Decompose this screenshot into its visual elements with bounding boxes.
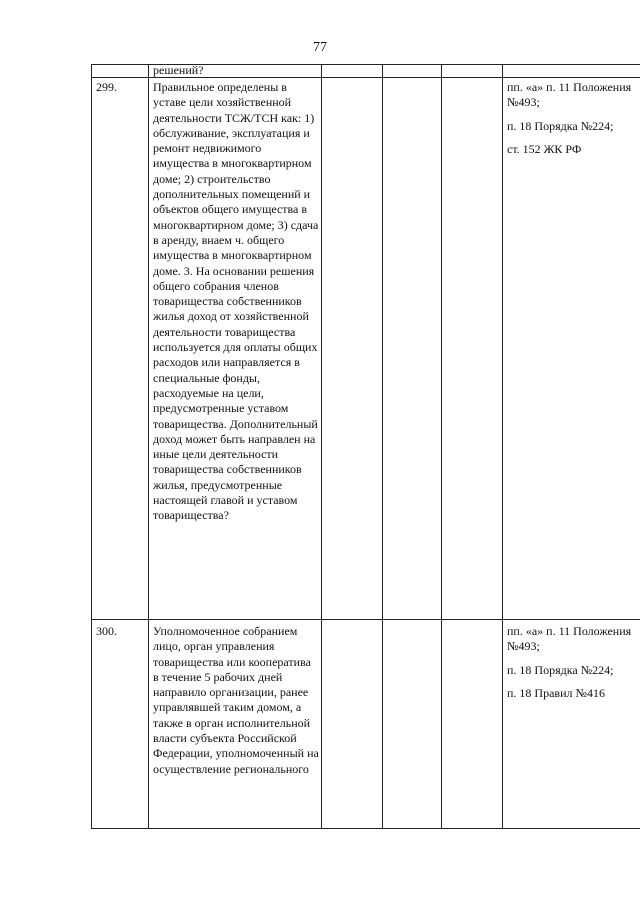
page-number: 77 <box>313 40 327 55</box>
answer-yes-cell <box>322 65 383 78</box>
question-text: Правильное определены в уставе цели хозяйственной деятельности ТСЖ/ТСН как: 1) обслуживание, эксплуатация и ремонт недвижимого имущества в многоквартирном доме; 2) строительство дополнительных помещений и объектов общего имущества в многоквартирном доме; 3) сдача в аренду, внаем ч. общего имущества в многоквартирном доме. 3. На основании решения общего собрания членов товарищества собственников жилья доход от хозяйственной деятельности товарищества используется для оплаты общих расходов или направляется в специальные фонды, расходуемые на цели, предусмотренные уставом товарищества. Дополнительный доход может быть направлен на иные цели деятельности товарищества собственников жилья, предусмотренные настоящей главой и уставом товарищества? <box>153 80 319 523</box>
answer-no-cell <box>383 65 442 78</box>
question-text: решений? <box>153 63 204 77</box>
question-cell <box>149 620 322 829</box>
answer-na-cell <box>442 620 503 829</box>
row-number: 299. <box>96 80 117 94</box>
table-row <box>92 620 640 829</box>
answer-na-cell <box>442 65 503 78</box>
reference-line: пп. «а» п. 11 Положения №493; <box>507 624 632 654</box>
checklist-table <box>91 64 640 829</box>
reference-line: п. 18 Порядка №224; <box>507 118 614 133</box>
answer-na-cell <box>442 78 503 620</box>
reference-line: пп. «а» п. 11 Положения №493; <box>507 80 632 110</box>
references-cell <box>503 78 640 620</box>
references-cell <box>503 65 640 78</box>
number-cell <box>92 78 149 620</box>
references-cell <box>503 620 640 829</box>
question-cell <box>149 78 322 620</box>
number-cell <box>92 65 149 78</box>
reference-line: п. 18 Правил №416 <box>507 685 605 700</box>
answer-yes-cell <box>322 620 383 829</box>
question-cell <box>149 65 322 78</box>
answer-no-cell <box>383 620 442 829</box>
table-row-continuation <box>92 65 640 78</box>
reference-line: п. 18 Порядка №224; <box>507 662 614 677</box>
reference-line: ст. 152 ЖК РФ <box>507 141 582 156</box>
question-text: Уполномоченное собранием лицо, орган управления товарищества или кооператива в течение 5 рабочих дней направило организации, ранее управлявшей таким домом, а также в орган исполнительной власти субъекта Российской Федерации, уполномоченный на осуществление регионального <box>153 624 319 776</box>
table-row <box>92 78 640 620</box>
number-cell <box>92 620 149 829</box>
row-number: 300. <box>96 624 117 638</box>
answer-no-cell <box>383 78 442 620</box>
answer-yes-cell <box>322 78 383 620</box>
